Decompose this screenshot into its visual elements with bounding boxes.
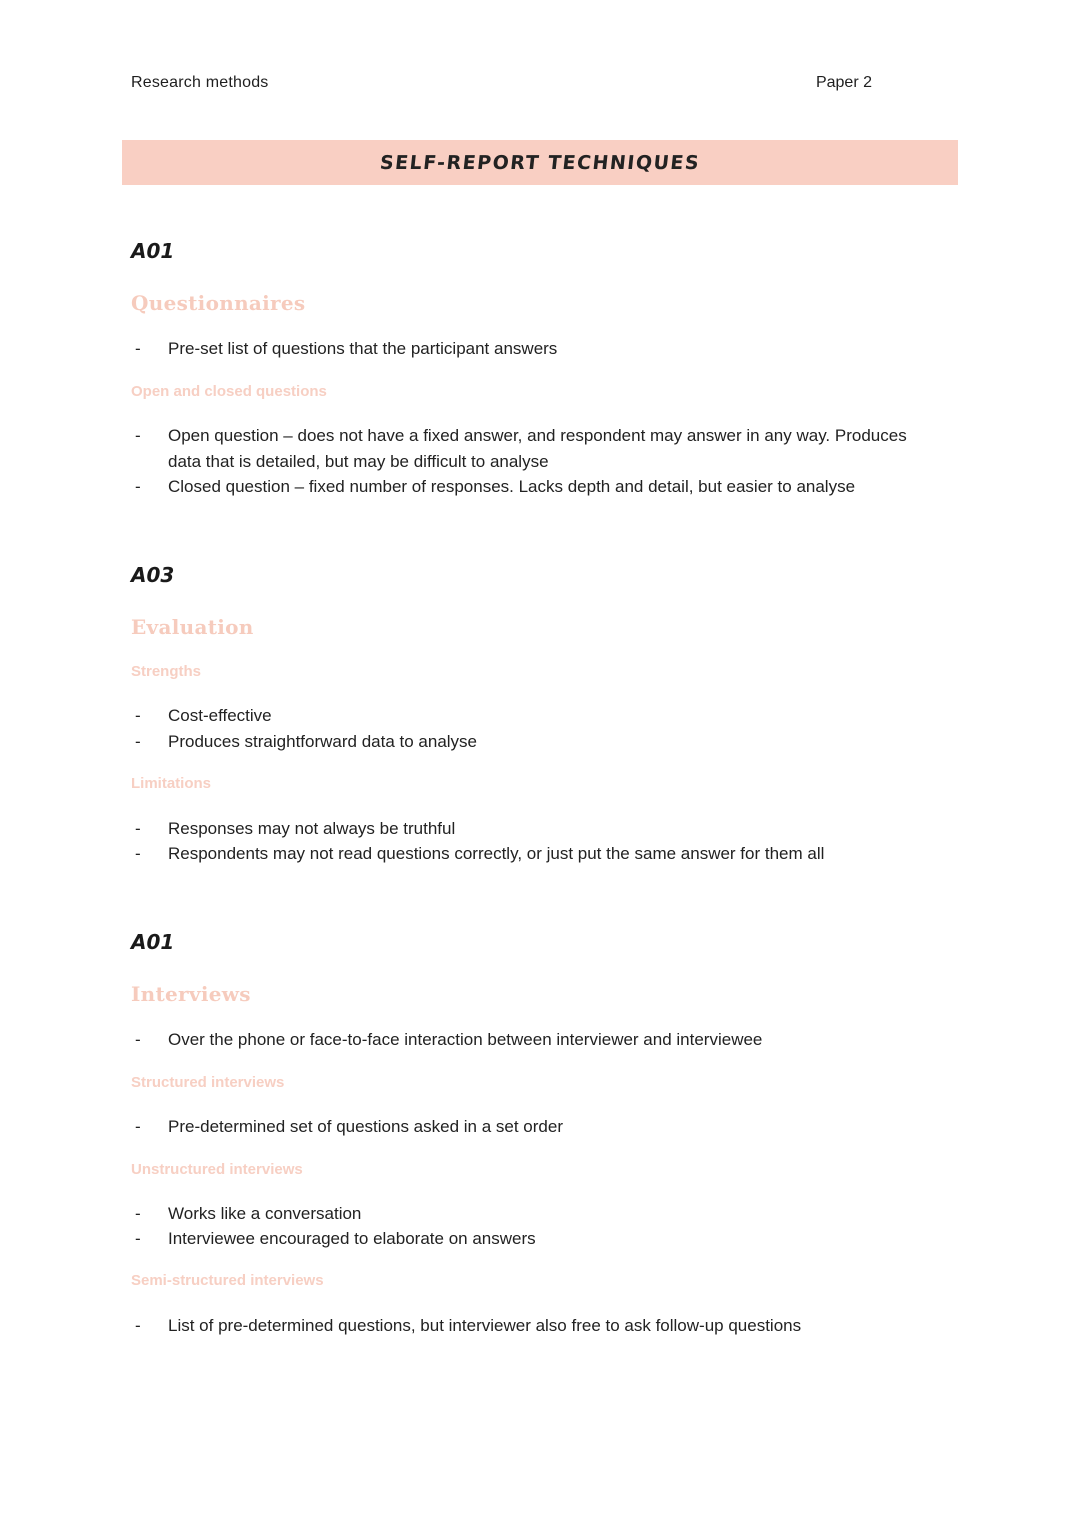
ao1-label-second: A01 [131, 930, 175, 954]
bullet-dash: - [135, 1117, 141, 1136]
bullet-dash: - [135, 844, 141, 863]
title-bar [122, 140, 958, 185]
evaluation-heading: Evaluation [131, 615, 254, 639]
page-header [131, 74, 872, 96]
bullet-dash: - [135, 1204, 141, 1223]
header-left-text: Research methods [131, 74, 269, 91]
list-item: - Pre-determined set of questions asked in a set order [131, 1114, 931, 1140]
list-item: - Respondents may not read questions correctly, or just put the same answer for them all [131, 841, 931, 867]
bullet-dash: - [135, 706, 141, 725]
header-right-text: Paper 2 [815, 74, 872, 91]
bullet-dash: - [135, 477, 141, 496]
list-item: - Works like a conversation [131, 1201, 931, 1227]
list-item: - Over the phone or face-to-face interaction between interviewer and interviewee [131, 1027, 931, 1053]
list-item: - Interviewee encouraged to elaborate on answers [131, 1226, 931, 1252]
interviews-heading: Interviews [131, 982, 251, 1006]
questionnaires-heading: Questionnaires [131, 291, 306, 315]
page-title: SELF-REPORT TECHNIQUES [378, 151, 702, 174]
list-item: - List of pre-determined questions, but interviewer also free to ask follow-up questions [131, 1313, 931, 1339]
semi-structured-heading: Semi-structured interviews [131, 1272, 324, 1289]
bullet-dash: - [135, 1229, 141, 1248]
limitations-heading: Limitations [131, 775, 212, 792]
list-item: - Open question – does not have a fixed answer, and respondent may answer in any way. Produces data that is detailed, but may be difficult to analyse [131, 423, 931, 474]
list-item: - Produces straightforward data to analyse [131, 729, 931, 755]
list-item: - Pre-set list of questions that the participant answers [131, 336, 931, 362]
strengths-heading: Strengths [131, 663, 202, 680]
bullet-dash: - [135, 732, 141, 751]
structured-heading: Structured interviews [131, 1074, 285, 1091]
open-closed-heading: Open and closed questions [131, 383, 327, 400]
ao1-label: A01 [131, 239, 175, 263]
ao3-label: A03 [131, 563, 175, 587]
bullet-dash: - [135, 339, 141, 358]
bullet-dash: - [135, 819, 141, 838]
bullet-dash: - [135, 1316, 141, 1335]
bullet-dash: - [135, 426, 141, 445]
unstructured-heading: Unstructured interviews [131, 1161, 303, 1178]
list-item: - Cost-effective [131, 703, 931, 729]
list-item: - Closed question – fixed number of responses. Lacks depth and detail, but easier to analyse [131, 474, 931, 500]
list-item: - Responses may not always be truthful [131, 816, 931, 842]
bullet-dash: - [135, 1030, 141, 1049]
